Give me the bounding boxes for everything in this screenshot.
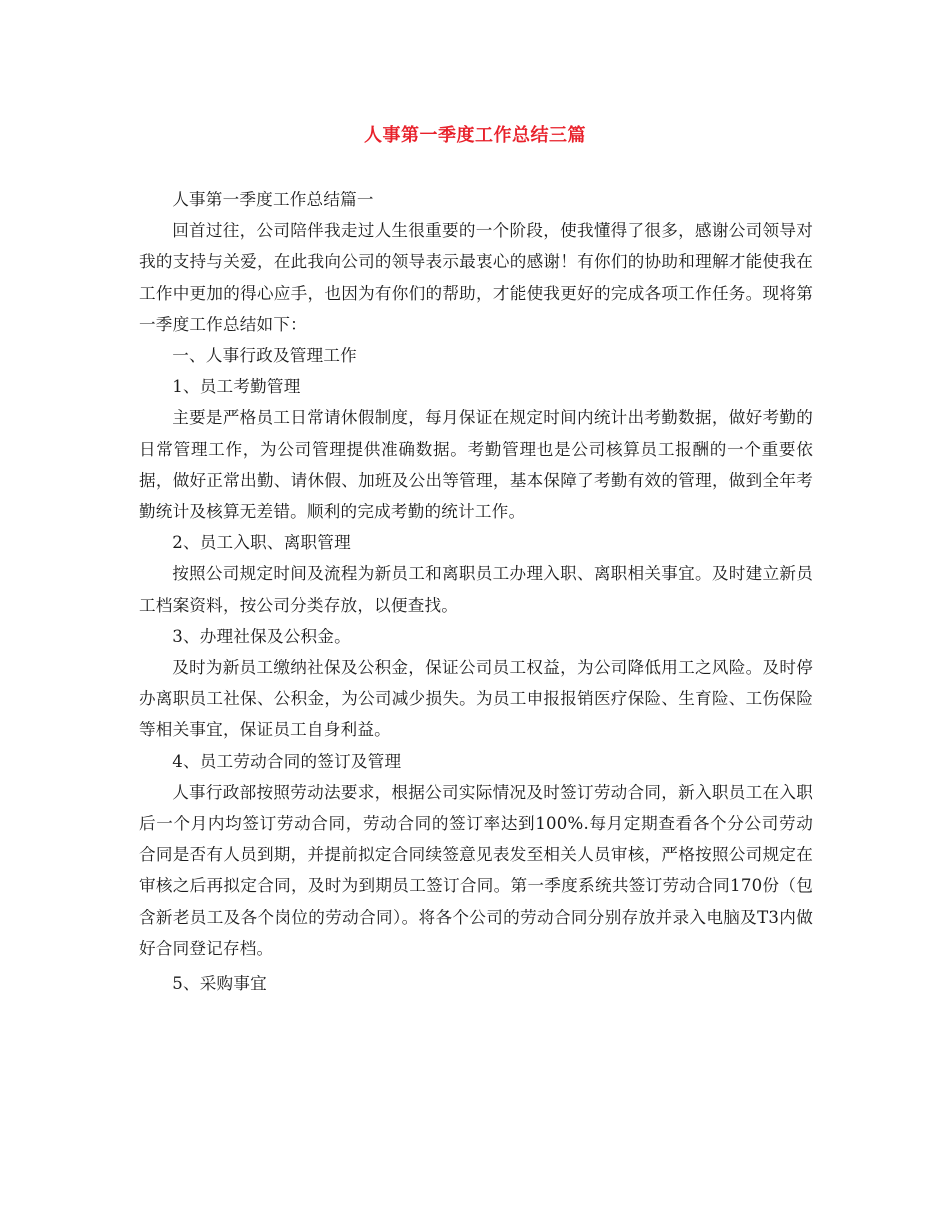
body-paragraph: 人事行政部按照劳动法要求，根据公司实际情况及时签订劳动合同，新入职员工在入职后一个月内均签订劳动合同，劳动合同的签订率达到100%.每月定期查看各个分公司劳动合同是否有人员到期，并提前拟定合同续签意见表发至相关人员审核，严格按照公司规定在审核之后再拟定合同，及时为到期员工签订合同。第一季度系统共签订劳动合同170份（包含新老员工及各个岗位的劳动合同）。将各个公司的劳动合同分别存放并录入电脑及T3内做好合同登记存档。 [139,782,813,958]
body-paragraph: 及时为新员工缴纳社保及公积金，保证公司员工权益，为公司降低用工之风险。及时停办离职员工社保、公积金，为公司减少损失。为员工申报报销医疗保险、生育险、工伤保险等相关事宜，保证员工自身利益。 [139,658,813,740]
document-title: 人事第一季度工作总结三篇 [364,125,586,146]
document-body [139,184,813,999]
intro-paragraph: 回首过往，公司陪伴我走过人生很重要的一个阶段，使我懂得了很多，感谢公司领导对我的支持与关爱，在此我向公司的领导表示最衷心的感谢！有你们的协助和理解才能使我在工作中更加的得心应手，也因为有你们的帮助，才能使我更好的完成各项工作任务。现将第一季度工作总结如下： [139,221,813,334]
body-paragraph: 主要是严格员工日常请休假制度，每月保证在规定时间内统计出考勤数据，做好考勤的日常管理工作，为公司管理提供准确数据。考勤管理也是公司核算员工报酬的一个重要依据，做好正常出勤、请休假、加班及公出等管理，基本保障了考勤有效的管理，做到全年考勤统计及核算无差错。顺利的完成考勤的统计工作。 [139,408,813,522]
body-paragraph: 按照公司规定时间及流程为新员工和离职员工办理入职、离职相关事宜。及时建立新员工档案资料，按公司分类存放，以便查找。 [139,564,813,615]
subsection-heading: 3、办理社保及公积金。 [172,626,351,646]
subsection-heading: 4、员工劳动合同的签订及管理 [172,751,402,771]
section-heading: 人事第一季度工作总结篇一 [172,190,374,209]
subsection-heading: 5、采购事宜 [172,974,267,994]
subsection-heading: 2、员工入职、离职管理 [172,533,351,553]
subsection-heading: 1、员工考勤管理 [172,377,301,397]
section-heading: 一、人事行政及管理工作 [172,346,357,366]
